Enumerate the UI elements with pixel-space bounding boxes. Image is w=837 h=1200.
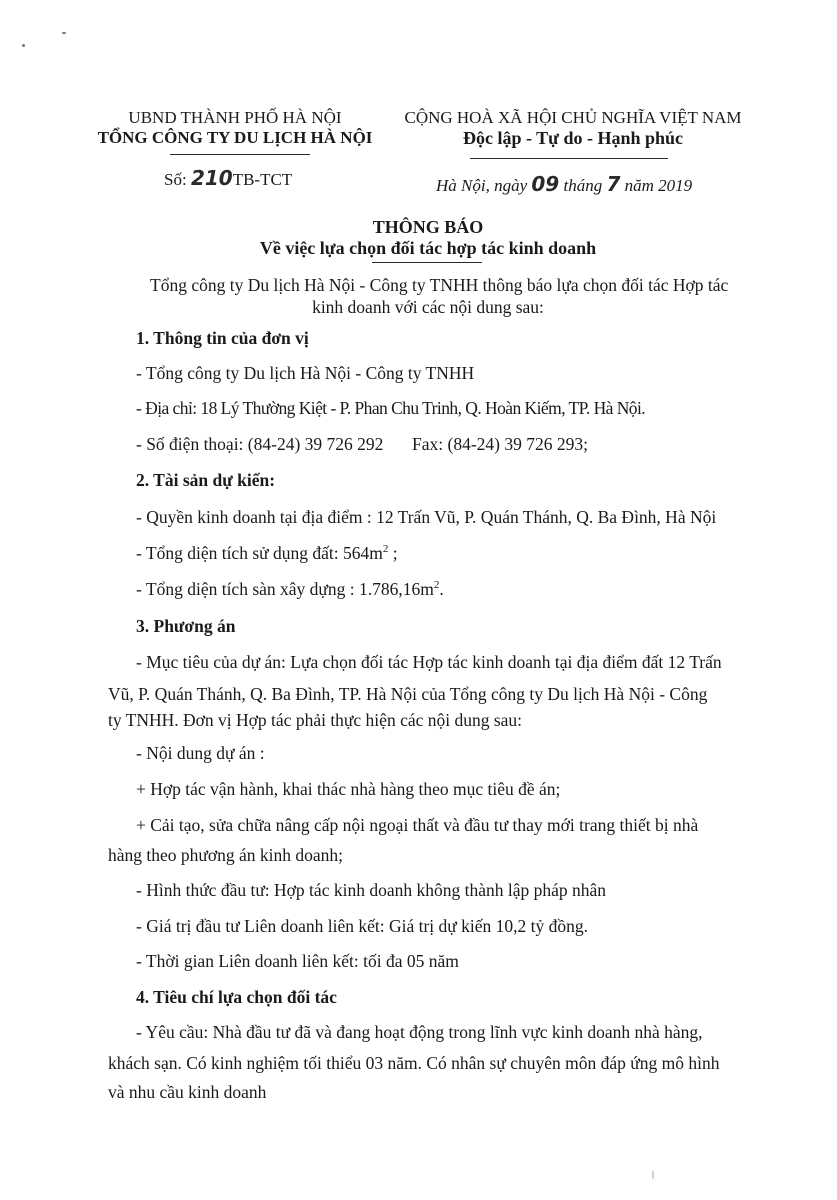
intro-line-2: kinh doanh với các nội dung sau: — [312, 297, 544, 317]
floor-area-end: . — [439, 579, 444, 599]
date-year: năm 2019 — [624, 176, 693, 195]
issuer-authority: UBND THÀNH PHỐ HÀ NỘI — [128, 108, 342, 127]
national-motto: Độc lập - Tự do - Hạnh phúc — [462, 128, 684, 148]
land-area-end: ; — [388, 543, 398, 563]
scan-speck — [62, 32, 66, 34]
section-3-value: - Giá trị đầu tư Liên doanh liên kết: Giá trị dự kiến 10,2 tỷ đồng. — [136, 916, 589, 936]
issuer-organization: TỔNG CÔNG TY DU LỊCH HÀ NỘI — [97, 128, 373, 147]
motto-underline — [470, 158, 668, 159]
national-title: CỘNG HOÀ XÃ HỘI CHỦ NGHĨA VIỆT NAM — [404, 108, 742, 127]
date-day-handwritten: 09 — [531, 172, 560, 196]
notice-subtitle: Về việc lựa chọn đối tác hợp tác kinh doanh — [259, 238, 597, 258]
issuer-underline — [170, 154, 310, 155]
section-1-company: - Tổng công ty Du lịch Hà Nội - Công ty TNHH — [136, 363, 475, 383]
section-3-goal-line-3: ty TNHH. Đơn vị Hợp tác phải thực hiện các nội dung sau: — [108, 710, 523, 730]
intro-line-1: Tổng công ty Du lịch Hà Nội - Công ty TNHH thông báo lựa chọn đối tác Hợp tác — [150, 275, 729, 295]
date-place: Hà Nội, ngày — [436, 176, 528, 195]
date-month-label: tháng — [563, 176, 603, 195]
section-3-plus-2-line-2: hàng theo phương án kinh doanh; — [108, 845, 344, 865]
section-1-phone: - Số điện thoại: (84-24) 39 726 292 — [136, 434, 384, 454]
section-3-plus-1: + Hợp tác vận hành, khai thác nhà hàng theo mục tiêu đề án; — [136, 779, 561, 799]
document-number-prefix: Số: — [164, 170, 187, 189]
section-1-fax: Fax: (84-24) 39 726 293; — [412, 434, 588, 454]
section-3-plus-2-line-1: + Cải tạo, sửa chữa nâng cấp nội ngoại thất và đầu tư thay mới trang thiết bị nhà — [136, 815, 699, 835]
document-number-handwritten: 210 — [190, 166, 233, 190]
floor-area-superscript: 2 — [433, 579, 440, 592]
section-2-heading: 2. Tài sản dự kiến: — [136, 470, 276, 490]
date-month-handwritten: 7 — [606, 172, 621, 196]
section-2-item-1: - Quyền kinh doanh tại địa điểm : 12 Trấn Vũ, P. Quán Thánh, Q. Ba Đình, Hà Nội — [136, 507, 717, 527]
section-3-duration: - Thời gian Liên doanh liên kết: tối đa 05 năm — [136, 951, 459, 971]
subtitle-underline — [372, 262, 482, 263]
land-area-superscript: 2 — [382, 543, 389, 556]
section-3-content: - Nội dung dự án : — [136, 743, 265, 763]
floor-area-text: - Tổng diện tích sàn xây dựng : 1.786,16m — [136, 579, 434, 599]
issue-date — [436, 172, 692, 196]
notice-title: THÔNG BÁO — [372, 217, 484, 237]
section-3-goal-line-2: Vũ, P. Quán Thánh, Q. Ba Đình, TP. Hà Nội của Tổng công ty Du lịch Hà Nội - Công — [108, 684, 708, 704]
section-3-heading: 3. Phương án — [136, 616, 236, 636]
section-4-req-line-1: - Yêu cầu: Nhà đầu tư đã và đang hoạt động trong lĩnh vực kinh doanh nhà hàng, — [136, 1022, 703, 1042]
section-2-item-2 — [136, 543, 398, 564]
section-2-item-3 — [136, 579, 444, 600]
section-4-heading: 4. Tiêu chí lựa chọn đối tác — [136, 987, 337, 1007]
section-1-heading: 1. Thông tin của đơn vị — [136, 328, 309, 348]
section-3-goal-line-1: - Mục tiêu của dự án: Lựa chọn đối tác Hợp tác kinh doanh tại địa điểm đất 12 Trấn — [136, 652, 722, 672]
document-number — [164, 166, 292, 190]
scan-speck — [652, 1170, 654, 1180]
section-4-req-line-2: khách sạn. Có kinh nghiệm tối thiểu 03 năm. Có nhân sự chuyên môn đáp ứng mô hình — [108, 1053, 720, 1073]
section-1-address: - Địa chỉ: 18 Lý Thường Kiệt - P. Phan Chu Trinh, Q. Hoàn Kiếm, TP. Hà Nội. — [136, 398, 646, 418]
section-3-form: - Hình thức đầu tư: Hợp tác kinh doanh không thành lập pháp nhân — [136, 880, 607, 900]
land-area-text: - Tổng diện tích sử dụng đất: 564m — [136, 543, 383, 563]
document-number-suffix: TB-TCT — [232, 170, 293, 189]
section-4-req-line-3: và nhu cầu kinh doanh — [108, 1082, 267, 1102]
scan-speck — [22, 44, 25, 47]
